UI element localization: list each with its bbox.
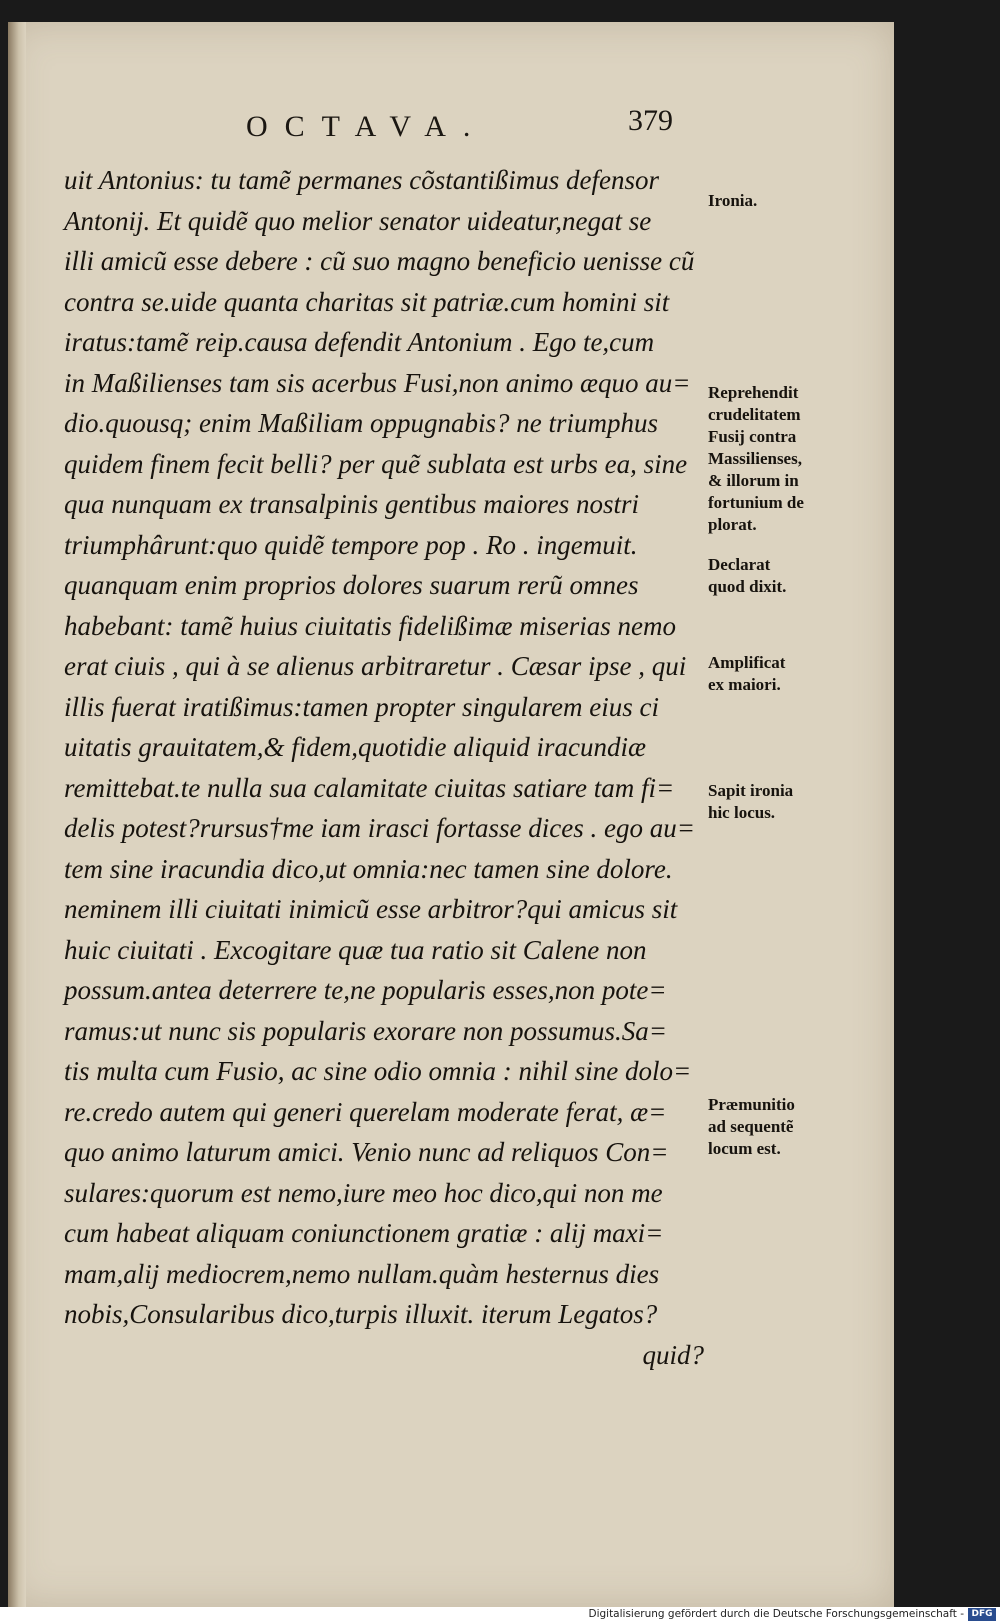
text-line: triumphârunt:quo quidẽ tempore pop . Ro . ingemuit. xyxy=(64,529,638,560)
margin-note-line: quod dixit. xyxy=(708,577,787,596)
funding-notice: Digitalisierung gefördert durch die Deutsche Forschungsgemeinschaft - xyxy=(588,1608,964,1620)
text-line: ramus:ut nunc sis popularis exorare non possumus.Sa= xyxy=(64,1015,667,1046)
margin-note-line: Fusij contra xyxy=(708,427,797,446)
text-line: huic ciuitati . Excogitare quæ tua ratio sit Calene non xyxy=(64,934,647,965)
text-line: illis fuerat iratißimus:tamen propter singularem eius ci xyxy=(64,691,659,722)
book-page xyxy=(8,22,894,1607)
margin-note-line: ad sequentẽ xyxy=(708,1117,794,1136)
text-line: remittebat.te nulla sua calamitate ciuitas satiare tam fi= xyxy=(64,772,675,803)
text-line: in Maßilienses tam sis acerbus Fusi,non animo æquo au= xyxy=(64,367,691,398)
margin-note-reprehendit xyxy=(708,382,858,536)
margin-note-line: locum est. xyxy=(708,1139,781,1158)
margin-note-sapit xyxy=(708,780,858,824)
text-line: possum.antea deterrere te,ne popularis esses,non pote= xyxy=(64,975,667,1005)
page-number: 379 xyxy=(628,104,673,137)
margin-note-line: plorat. xyxy=(708,515,757,534)
catchword: quid? xyxy=(642,1339,704,1370)
margin-note-line: Amplificat xyxy=(708,653,786,672)
text-line: qua nunquam ex transalpinis gentibus maiores nostri xyxy=(64,489,640,519)
text-line: dio.quousq; enim Maßiliam oppugnabis? ne triumphus xyxy=(64,408,658,438)
margin-note-praemunitio xyxy=(708,1094,858,1160)
margin-note-amplificat xyxy=(708,652,858,696)
text-line: habebant: tamẽ huius ciuitatis fidelißimæ miserias nemo xyxy=(64,610,676,641)
text-line: tem sine iracundia dico,ut omnia:nec tamen sine dolore. xyxy=(64,853,673,884)
margin-note-line: fortunium de xyxy=(708,493,804,512)
text-line: tis multa cum Fusio, ac sine odio omnia : nihil sine dolo= xyxy=(64,1056,692,1086)
text-line: quanquam enim proprios dolores suarum rerũ omnes xyxy=(64,570,639,600)
text-line: neminem illi ciuitati inimicũ esse arbitror?qui amicus sit xyxy=(64,894,678,924)
margin-note-line: ex maiori. xyxy=(708,675,781,694)
text-line: nobis,Consularibus dico,turpis illuxit. iterum Legatos? xyxy=(64,1299,658,1329)
dfg-logo: DFG xyxy=(968,1608,996,1621)
text-line: uit Antonius: tu tamẽ permanes cõstantißimus defensor xyxy=(64,165,659,195)
margin-note-ironia xyxy=(708,190,858,212)
margin-note-line: Declarat xyxy=(708,555,771,574)
text-line: quo animo laturum amici. Venio nunc ad reliquos Con= xyxy=(64,1137,669,1167)
margin-note-line: Reprehendit xyxy=(708,383,799,402)
text-line: erat ciuis , qui à se alienus arbitraretur . Cæsar ipse , qui xyxy=(64,651,687,681)
margin-note-line: Massilienses, xyxy=(708,449,802,468)
margin-note-line: hic locus. xyxy=(708,803,776,822)
text-line: re.credo autem qui generi querelam moderate ferat, æ= xyxy=(64,1096,667,1127)
margin-note-line: crudelitatem xyxy=(708,405,801,424)
page-binding-shadow xyxy=(8,22,26,1607)
text-line: quidem finem fecit belli? per quẽ sublata est urbs ea, sine xyxy=(64,448,688,479)
margin-note-declarat xyxy=(708,554,858,598)
main-text-block xyxy=(64,160,704,1375)
digitization-footer xyxy=(0,1607,1000,1623)
margin-note-line: Præmunitio xyxy=(708,1095,795,1114)
margin-note-line: Ironia. xyxy=(708,191,758,210)
text-line: contra se.uide quanta charitas sit patriæ.cum homini sit xyxy=(64,286,670,317)
text-line: iratus:tamẽ reip.causa defendit Antonium . Ego te,cum xyxy=(64,327,655,357)
text-line: Antonij. Et quidẽ quo melior senator uideatur,negat se xyxy=(64,205,652,236)
text-line: cum habeat aliquam coniunctionem gratiæ : alij maxi= xyxy=(64,1218,664,1248)
text-line: mam,alij mediocrem,nemo nullam.quàm hesternus dies xyxy=(64,1258,660,1289)
text-line: uitatis grauitatem,& fidem,quotidie aliquid iracundiæ xyxy=(64,732,646,762)
running-header-title: OCTAVA. xyxy=(246,110,488,143)
text-line: illi amicũ esse debere : cũ suo magno beneficio uenisse cũ xyxy=(64,246,695,276)
margin-note-line: Sapit ironia xyxy=(708,781,794,800)
text-line: delis potest?rursus†me iam irasci fortasse dices . ego au= xyxy=(64,813,695,843)
margin-note-line: & illorum in xyxy=(708,471,799,490)
text-line: sulares:quorum est nemo,iure meo hoc dico,qui non me xyxy=(64,1177,663,1208)
